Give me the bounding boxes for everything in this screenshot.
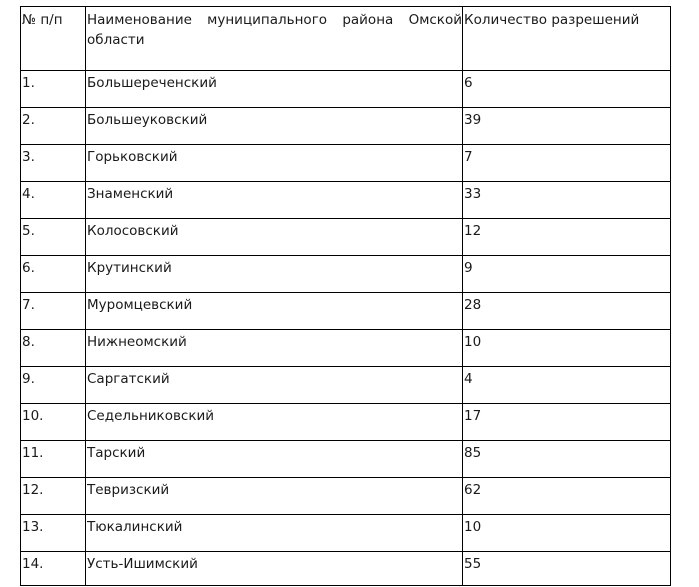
row-permit-count: 10 [463, 515, 671, 552]
row-number: 3. [21, 145, 86, 182]
row-number: 13. [21, 515, 86, 552]
table-row [21, 330, 671, 367]
row-number: 7. [21, 293, 86, 330]
header-number: № п/п [21, 7, 86, 71]
row-permit-count: 9 [463, 256, 671, 293]
table-row [21, 552, 671, 586]
row-district-name: Седельниковский [86, 404, 463, 441]
row-permit-count: 85 [463, 441, 671, 478]
row-number: 6. [21, 256, 86, 293]
permits-table [20, 6, 671, 586]
table-row [21, 478, 671, 515]
row-number: 10. [21, 404, 86, 441]
table-row [21, 145, 671, 182]
row-number: 9. [21, 367, 86, 404]
row-number: 12. [21, 478, 86, 515]
row-permit-count: 17 [463, 404, 671, 441]
row-permit-count: 12 [463, 219, 671, 256]
row-number: 4. [21, 182, 86, 219]
row-number: 8. [21, 330, 86, 367]
row-permit-count: 4 [463, 367, 671, 404]
row-permit-count: 55 [463, 552, 671, 586]
row-number: 14. [21, 552, 86, 586]
row-permit-count: 39 [463, 108, 671, 145]
row-number: 11. [21, 441, 86, 478]
row-district-name: Большеуковский [86, 108, 463, 145]
row-district-name: Колосовский [86, 219, 463, 256]
row-district-name: Крутинский [86, 256, 463, 293]
row-permit-count: 6 [463, 71, 671, 108]
row-district-name: Тевризский [86, 478, 463, 515]
row-district-name: Горьковский [86, 145, 463, 182]
row-district-name: Усть-Ишимский [86, 552, 463, 586]
header-district-name: Наименование муниципального района Омской области [86, 7, 463, 71]
row-district-name: Тарский [86, 441, 463, 478]
row-permit-count: 10 [463, 330, 671, 367]
table-row [21, 182, 671, 219]
table-row [21, 293, 671, 330]
row-district-name: Большереченский [86, 71, 463, 108]
row-district-name: Саргатский [86, 367, 463, 404]
row-district-name: Нижнеомский [86, 330, 463, 367]
row-permit-count: 62 [463, 478, 671, 515]
row-permit-count: 7 [463, 145, 671, 182]
row-district-name: Тюкалинский [86, 515, 463, 552]
row-permit-count: 33 [463, 182, 671, 219]
row-number: 1. [21, 71, 86, 108]
row-number: 2. [21, 108, 86, 145]
table-row [21, 256, 671, 293]
table-row [21, 219, 671, 256]
table-row [21, 108, 671, 145]
row-permit-count: 28 [463, 293, 671, 330]
header-permit-count: Количество разрешений [463, 7, 671, 71]
table-row [21, 404, 671, 441]
table-row [21, 367, 671, 404]
table-row [21, 515, 671, 552]
table-row [21, 441, 671, 478]
row-number: 5. [21, 219, 86, 256]
row-district-name: Знаменский [86, 182, 463, 219]
row-district-name: Муромцевский [86, 293, 463, 330]
table-row [21, 71, 671, 108]
table-header-row [21, 7, 671, 71]
